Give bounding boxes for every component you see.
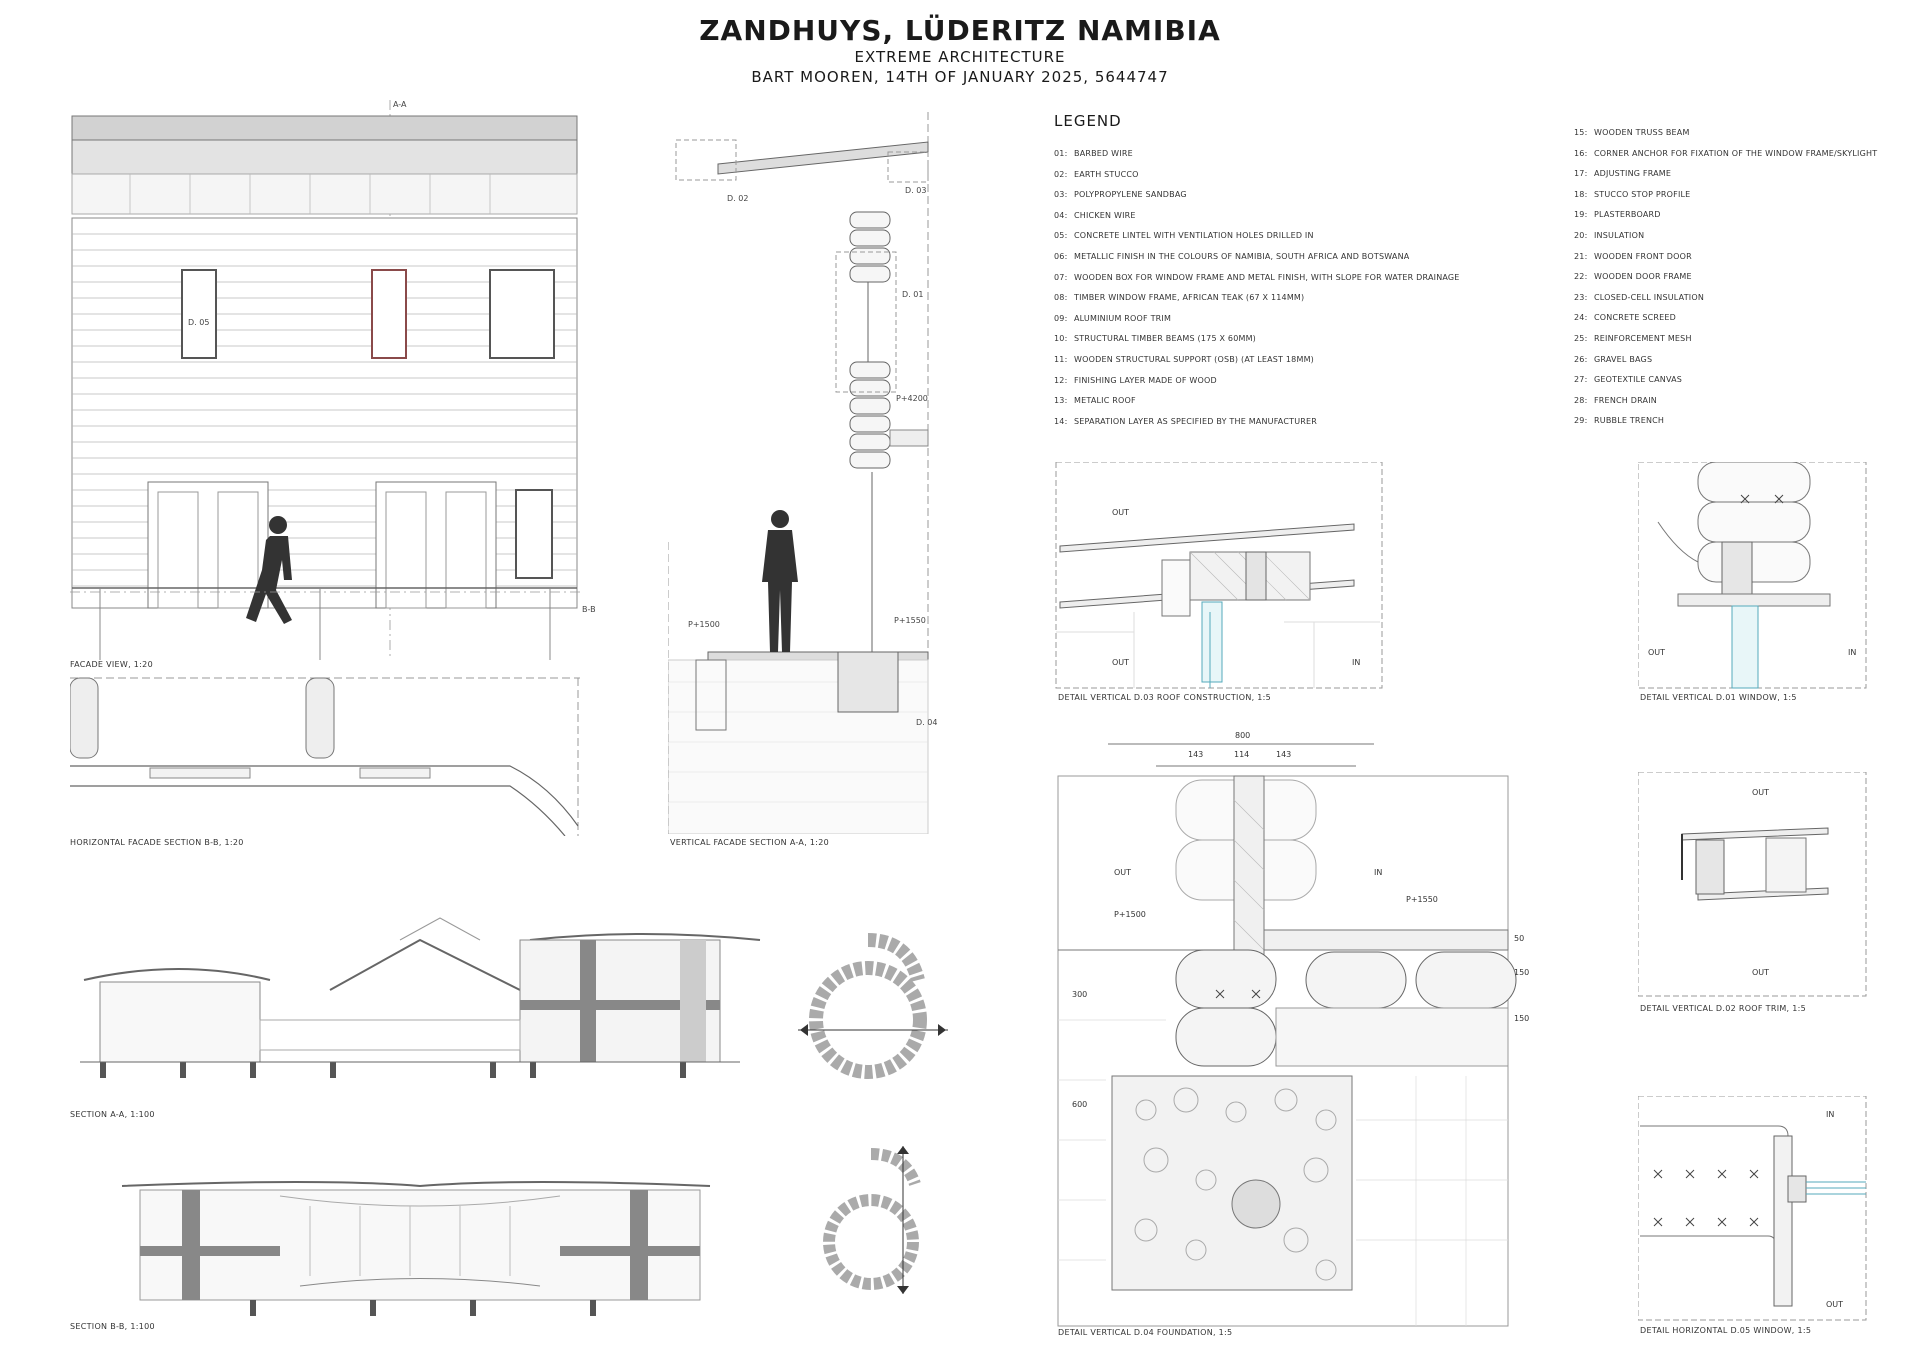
detail-d02-drawing (1638, 772, 1868, 998)
level-tag-1550: P+1550 (894, 616, 926, 625)
caption-detail-d04: DETAIL VERTICAL D.04 FOUNDATION, 1:5 (1058, 1328, 1233, 1337)
detail-d03-drawing (1054, 462, 1384, 690)
d04-dim-b: 114 (1234, 750, 1250, 759)
legend-item: 23: CLOSED-CELL INSULATION (1574, 292, 1705, 302)
legend-item: 19: PLASTERBOARD (1574, 210, 1661, 220)
legend-item: 26: GRAVEL BAGS (1574, 354, 1653, 364)
d04-dim-600: 600 (1072, 1100, 1088, 1109)
page-subtitle: EXTREME ARCHITECTURE (854, 48, 1066, 66)
legend-item: 20: INSULATION (1574, 230, 1645, 240)
legend-item: 29: RUBBLE TRENCH (1574, 416, 1665, 426)
caption-horizontal-section: HORIZONTAL FACADE SECTION B-B, 1:20 (70, 838, 244, 847)
section-aa-drawing (80, 910, 780, 1090)
d04-dim-a: 143 (1188, 750, 1204, 759)
horizontal-section-drawing (70, 676, 590, 836)
caption-facade-view: FACADE VIEW, 1:20 (70, 660, 153, 669)
legend-item: 12: FINISHING LAYER MADE OF WOOD (1054, 375, 1217, 385)
level-tag-4200: P+4200 (896, 394, 928, 403)
caption-section-aa: SECTION A-A, 1:100 (70, 1110, 155, 1119)
vertical-section-drawing (668, 112, 934, 834)
d04-dim-total: 800 (1235, 731, 1251, 740)
legend-item: 07: WOODEN BOX FOR WINDOW FRAME AND METAL FINISH, WITH SLOPE FOR WATER DRAINAGE (1054, 272, 1460, 282)
legend-item: 25: REINFORCEMENT MESH (1574, 333, 1692, 343)
legend-item: 28: FRENCH DRAIN (1574, 395, 1657, 405)
detail-d05-drawing (1638, 1096, 1868, 1322)
legend-item: 04: CHICKEN WIRE (1054, 210, 1136, 220)
d04-dim-50: 50 (1514, 934, 1525, 943)
d01-in-label: IN (1848, 648, 1857, 657)
legend-item: 14: SEPARATION LAYER AS SPECIFIED BY THE MANUFACTURER (1054, 416, 1318, 426)
d03-out-label-lower: OUT (1112, 658, 1130, 667)
legend-item: 09: ALUMINIUM ROOF TRIM (1054, 313, 1172, 323)
detail-tag-d05: D. 05 (188, 318, 210, 327)
detail-d04-drawing (1056, 740, 1536, 1330)
page-title: ZANDHUYS, LÜDERITZ NAMIBIA (699, 14, 1221, 47)
legend-item: 11: WOODEN STRUCTURAL SUPPORT (OSB) (AT LEAST 18MM) (1054, 354, 1314, 364)
section-marker-aa: A-A (393, 100, 407, 109)
detail-tag-d01: D. 01 (902, 290, 924, 299)
caption-section-bb: SECTION B-B, 1:100 (70, 1322, 155, 1331)
d02-out-label: OUT (1752, 788, 1770, 797)
caption-detail-d01: DETAIL VERTICAL D.01 WINDOW, 1:5 (1640, 693, 1797, 702)
legend-item: 06: METALLIC FINISH IN THE COLOURS OF NAMIBIA, SOUTH AFRICA AND BOTSWANA (1054, 251, 1410, 261)
d05-out-label: OUT (1826, 1300, 1844, 1309)
legend-item: 08: TIMBER WINDOW FRAME, AFRICAN TEAK (67 X 114MM) (1054, 293, 1305, 303)
legend-item: 27: GEOTEXTILE CANVAS (1574, 375, 1683, 385)
d04-dim-c: 143 (1276, 750, 1292, 759)
caption-detail-d05: DETAIL HORIZONTAL D.05 WINDOW, 1:5 (1640, 1326, 1812, 1335)
legend-item: 03: POLYPROPYLENE SANDBAG (1054, 190, 1187, 200)
legend-item: 16: CORNER ANCHOR FOR FIXATION OF THE WINDOW FRAME/SKYLIGHT (1574, 148, 1878, 158)
d05-in-label: IN (1826, 1110, 1835, 1119)
legend-item: 18: STUCCO STOP PROFILE (1574, 189, 1691, 199)
d04-level-1500: P+1500 (1114, 910, 1146, 919)
d03-in-label: IN (1352, 658, 1361, 667)
legend-item: 05: CONCRETE LINTEL WITH VENTILATION HOLES DRILLED IN (1054, 231, 1314, 241)
detail-d01-drawing (1638, 462, 1868, 690)
legend-item: 22: WOODEN DOOR FRAME (1574, 272, 1692, 282)
legend-list-right (1574, 128, 1877, 437)
key-plan-bb (815, 1144, 935, 1304)
legend-list-left (1054, 149, 1460, 437)
legend-item: 10: STRUCTURAL TIMBER BEAMS (175 X 60MM) (1054, 334, 1257, 344)
detail-tag-d03: D. 03 (905, 186, 927, 195)
legend-item: 02: EARTH STUCCO (1054, 169, 1139, 179)
facade-view-drawing (70, 100, 590, 660)
d04-dim-150a: 150 (1514, 968, 1530, 977)
caption-detail-d02: DETAIL VERTICAL D.02 ROOF TRIM, 1:5 (1640, 1004, 1807, 1013)
section-bb-drawing (120, 1176, 720, 1326)
d04-dim-150b: 150 (1514, 1014, 1530, 1023)
section-marker-bb: B-B (582, 605, 596, 614)
legend-title: LEGEND (1054, 112, 1122, 130)
key-plan-aa (798, 930, 948, 1090)
detail-tag-d04: D. 04 (916, 718, 938, 727)
legend-item: 13: METALIC ROOF (1054, 396, 1136, 406)
caption-detail-d03: DETAIL VERTICAL D.03 ROOF CONSTRUCTION, 1:5 (1058, 693, 1272, 702)
d04-dim-300: 300 (1072, 990, 1088, 999)
d04-level-1550: P+1550 (1406, 895, 1438, 904)
d01-out-label: OUT (1648, 648, 1666, 657)
d03-out-label: OUT (1112, 508, 1130, 517)
legend-item: 21: WOODEN FRONT DOOR (1574, 251, 1692, 261)
legend-item: 17: ADJUSTING FRAME (1574, 169, 1672, 179)
legend-item: 15: WOODEN TRUSS BEAM (1574, 128, 1690, 137)
level-tag-1500: P+1500 (688, 620, 720, 629)
author-line: BART MOOREN, 14TH OF JANUARY 2025, 5644747 (751, 68, 1169, 86)
detail-tag-d02: D. 02 (727, 194, 749, 203)
d04-in-label: IN (1374, 868, 1383, 877)
legend-item: 01: BARBED WIRE (1054, 149, 1133, 158)
d04-out-label: OUT (1114, 868, 1132, 877)
legend-item: 24: CONCRETE SCREED (1574, 313, 1677, 323)
caption-vertical-section: VERTICAL FACADE SECTION A-A, 1:20 (670, 838, 830, 847)
d02-out-label-lower: OUT (1752, 968, 1770, 977)
